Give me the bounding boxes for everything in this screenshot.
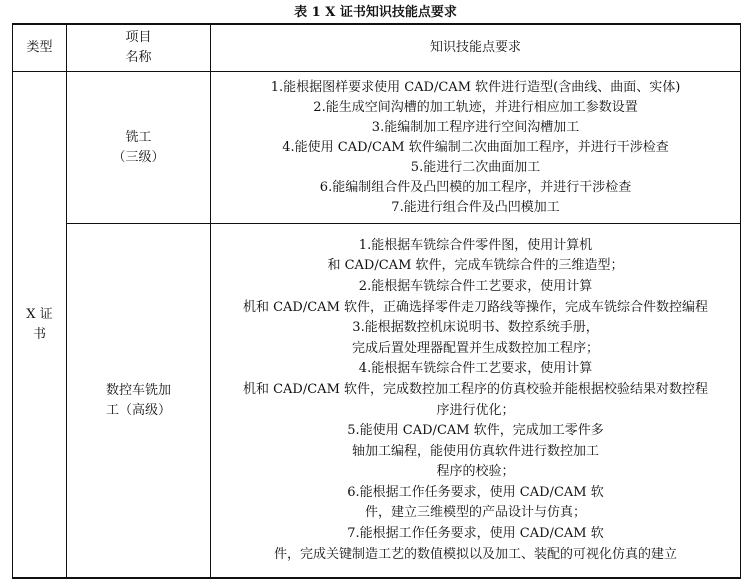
knowledge-line: 7.能根据工作任务要求，使用 CAD/CAM 软 [347,526,604,542]
knowledge-line: 3.能编制加工程序进行空间沟槽加工 [371,119,580,135]
table-caption: 表 1 X 证书知识技能点要求 [294,5,457,20]
knowledge-line: 6.能根据工作任务要求，使用 CAD/CAM 软 [347,484,604,500]
table-row [13,224,741,579]
knowledge-line: 序进行优化； [436,402,515,418]
knowledge-line: 件，完成关键制造工艺的数值模拟以及加工、装配的可视化仿真的建立 [273,546,677,562]
knowledge-line: 1.能根据车铣综合件零件图，使用计算机 [358,237,593,253]
item-cell-cnc: 数控车铣加 工（高级） [67,224,211,579]
knowledge-line: 机和 CAD/CAM 软件，完成数控加工程序的仿真校验并能根据校验结果对数控程 [242,381,709,397]
knowledge-line: 轴加工编程，能使用仿真软件进行数控加工 [351,443,599,459]
knowledge-line: 2.能生成空间沟槽的加工轨迹，并进行相应加工参数设置 [313,99,638,115]
knowledge-line: 4.能根据车铣综合件工艺要求，使用计算 [358,361,593,377]
knowledge-line: 5.能使用 CAD/CAM 软件，完成加工零件多 [347,423,604,439]
knowledge-line: 2.能根据车铣综合件工艺要求，使用计算 [358,278,593,294]
header-knowledge: 知识技能点要求 [211,24,741,72]
table-header-row [13,24,741,72]
knowledge-line: 和 CAD/CAM 软件，完成车铣综合件的三维造型； [327,258,624,274]
knowledge-cell-milling [211,72,741,224]
knowledge-line: 4.能使用 CAD/CAM 软件编制二次曲面加工程序，并进行干涉检查 [282,139,669,155]
item-cell-milling: 铣工 （三级） [67,72,211,224]
knowledge-cell-cnc [211,224,741,579]
knowledge-line: 件，建立三维模型的产品设计与仿真； [364,505,586,521]
knowledge-line: 3.能根据数控机床说明书、数控系统手册， [352,320,599,336]
table-row [13,72,741,224]
header-item-name: 项目 名称 [67,24,211,72]
header-type: 类型 [13,24,67,72]
knowledge-line: 6.能编制组合件及凸凹模的加工程序，并进行干涉检查 [319,179,632,195]
requirements-table [12,23,741,579]
knowledge-line: 程序的校验； [436,464,515,480]
knowledge-line: 7.能进行组合件及凸凹模加工 [391,199,560,215]
knowledge-line: 完成后置处理器配置并生成数控加工程序； [351,340,599,356]
type-cell: X 证 书 [13,72,67,579]
knowledge-line: 5.能进行二次曲面加工 [410,159,541,175]
knowledge-line: 1.能根据图样要求使用 CAD/CAM 软件进行造型(含曲线、曲面、实体) [270,79,681,95]
knowledge-line: 机和 CAD/CAM 软件，正确选择零件走刀路线等操作，完成车铣综合件数控编程 [242,299,709,315]
